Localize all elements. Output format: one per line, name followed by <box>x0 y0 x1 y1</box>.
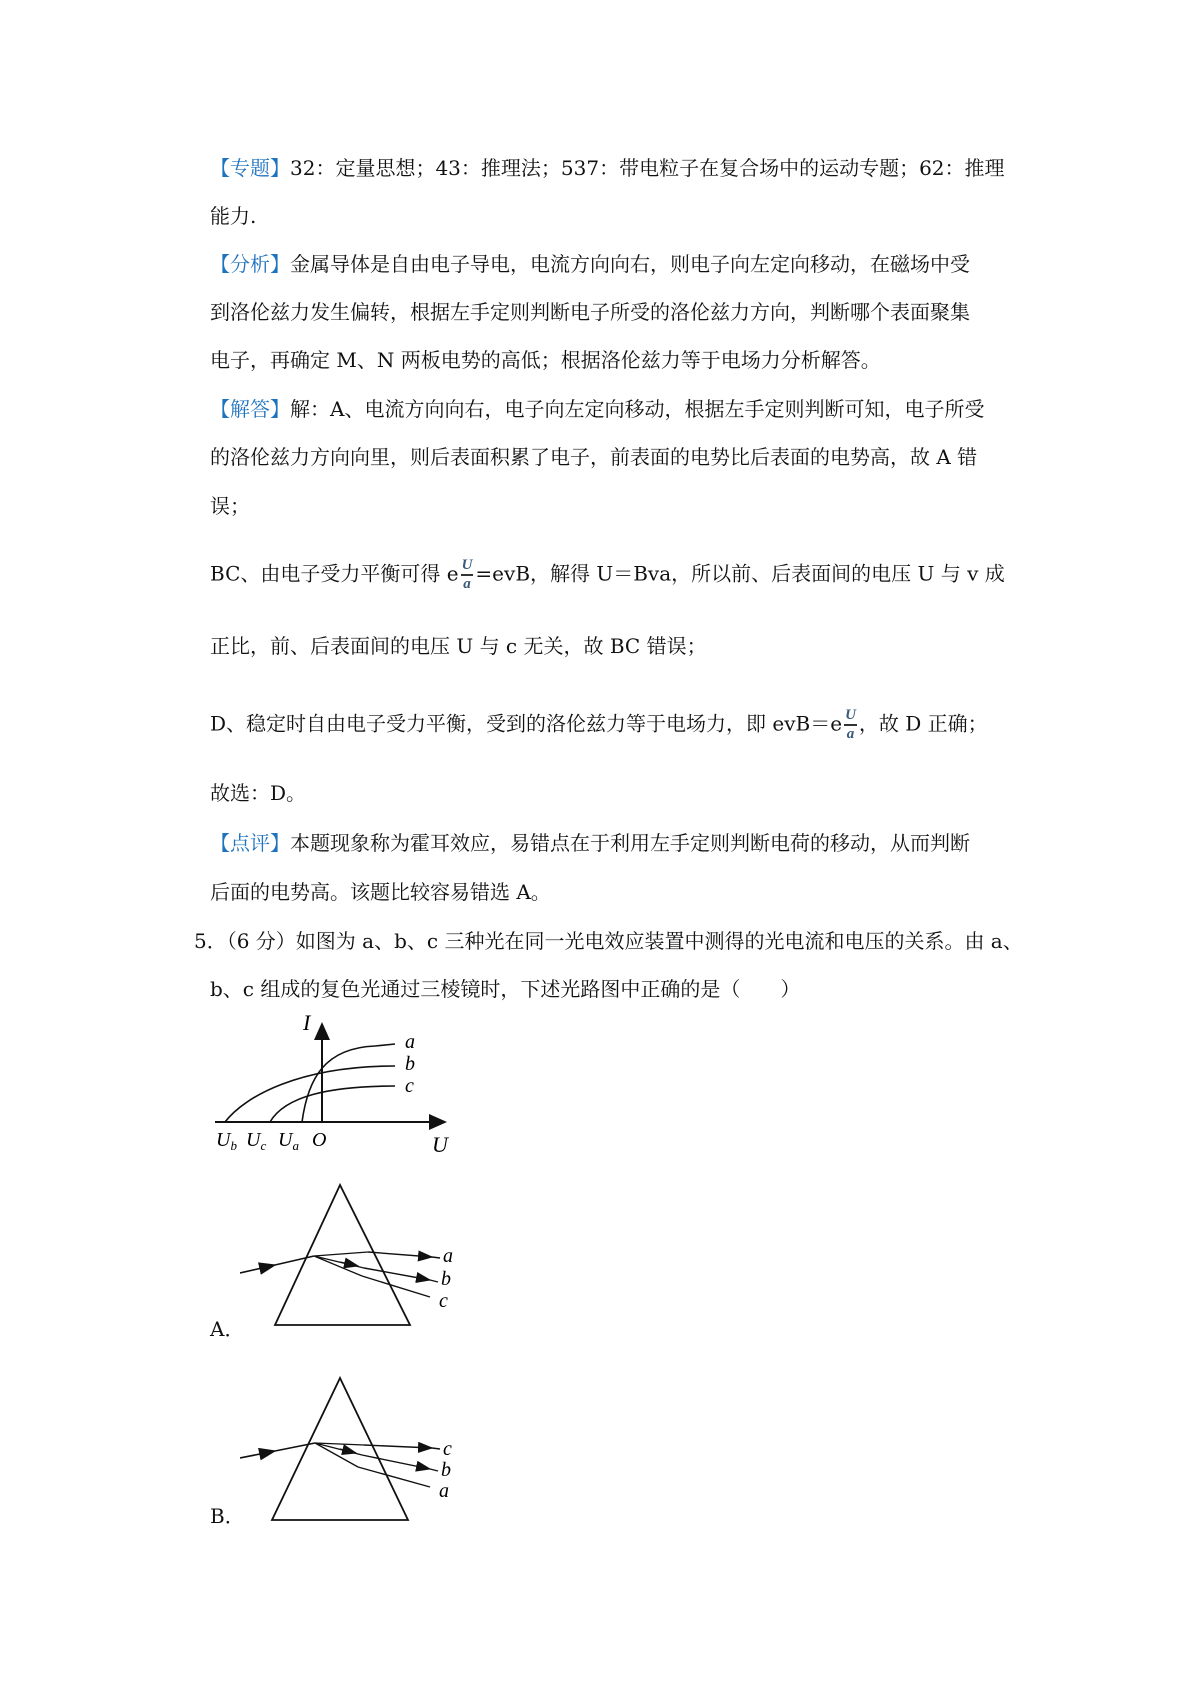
incident-ray-b-2 <box>275 1443 315 1451</box>
prism-diagram-b <box>240 1375 520 1525</box>
question5-line-2: b、c 组成的复色光通过三棱镜时，下述光路图中正确的是（ ） <box>210 977 801 1001</box>
ray-b-label-1: c <box>443 1438 452 1460</box>
dianping-text-1: 本题现象称为霍耳效应，易错点在于利用左手定则判断电荷的移动，从而判断 <box>290 831 970 855</box>
fenxi-text-3: 电子，再确定 M、N 两板电势的高低；根据洛伦兹力等于电场力分析解答。 <box>210 348 881 372</box>
origin-label: O <box>312 1129 327 1151</box>
jieda-d-post: ，故 D 正确； <box>858 711 988 736</box>
inner-arrow-b <box>340 1449 356 1453</box>
x-axis-label: U <box>432 1132 448 1157</box>
ray-b-2 <box>362 1455 430 1469</box>
dianping-text-2: 后面的电势高。该题比较容易错选 A。 <box>210 880 551 904</box>
fenxi-text-1: 金属导体是自由电子导电，电流方向向右，则电子向左定向移动，在磁场中受 <box>290 252 970 276</box>
fraction-u-over-a <box>461 558 474 592</box>
curve-b-label: b <box>405 1053 415 1075</box>
ray-b-label-3: a <box>439 1480 449 1502</box>
iu-graph <box>200 1008 460 1158</box>
ray-a-1 <box>368 1252 432 1257</box>
inner-rays-b <box>315 1443 364 1467</box>
option-b-label[interactable]: B． <box>210 1504 245 1528</box>
zhuanti-text-2: 能力. <box>210 204 257 228</box>
ray-a-label-3: c <box>439 1290 448 1312</box>
prism-diagram-a <box>240 1180 520 1330</box>
ub-main: U <box>216 1129 231 1151</box>
fraction-numerator: U <box>461 557 473 573</box>
option-a-label[interactable]: A． <box>210 1317 245 1341</box>
ray-b-3 <box>358 1467 430 1487</box>
uc-main: U <box>246 1129 261 1151</box>
incident-ray-a-2 <box>275 1256 314 1265</box>
ray-a-2-tail <box>430 1280 438 1282</box>
ua-sub: a <box>292 1138 299 1153</box>
inner-rays-a <box>314 1252 368 1276</box>
jieda-bc-line <box>210 558 1005 592</box>
curve-b <box>225 1066 395 1122</box>
curve-a-label: a <box>405 1031 415 1053</box>
ray-b-label-2: b <box>441 1459 451 1481</box>
fenxi-line-1 <box>210 252 970 276</box>
ub-sub: b <box>230 1138 237 1153</box>
fraction-numerator: U <box>845 707 856 723</box>
curve-c <box>270 1086 395 1122</box>
jieda-text-2: 的洛伦兹力方向向里，则后表面积累了电子，前表面的电势比后表面的电势高，故 A 错 <box>210 445 978 469</box>
ub-label <box>216 1129 237 1153</box>
uc-label <box>246 1129 266 1153</box>
prism-triangle <box>275 1185 410 1325</box>
fraction-denominator: a <box>463 576 471 592</box>
zhuanti-text-1: 32：定量思想；43：推理法；537：带电粒子在复合场中的运动专题；62：推理 <box>290 156 1005 180</box>
ray-a-label-1: a <box>443 1245 453 1267</box>
jieda-bc-pre: BC、由电子受力平衡可得 e <box>210 561 459 586</box>
ray-b-2-tail <box>430 1469 438 1471</box>
curve-a <box>302 1044 395 1122</box>
ua-label <box>278 1129 299 1153</box>
incident-ray-a <box>240 1265 275 1273</box>
zhuanti-line-1 <box>210 156 1005 180</box>
jieda-text-1: 解：A、电流方向向右，电子向左定向移动，根据左手定则判断可知，电子所受 <box>290 397 985 421</box>
dianping-line-1 <box>210 831 970 855</box>
uc-sub: c <box>260 1138 267 1153</box>
fraction-u-over-a-2 <box>844 708 857 742</box>
jieda-line-1 <box>210 397 984 421</box>
y-axis-label: I <box>303 1010 311 1035</box>
jieda-bc-post: =evB，解得 U＝Bva，所以前、后表面间的电压 U 与 v 成 <box>475 561 1005 586</box>
fenxi-text-2: 到洛伦兹力发生偏转，根据左手定则判断电子所受的洛伦兹力方向，判断哪个表面聚集 <box>210 300 970 324</box>
jieda-text-3: 误； <box>210 494 250 518</box>
ray-b-1-tail <box>432 1448 440 1449</box>
jieda-d-line <box>210 708 988 742</box>
jieda-answer: 故选：D。 <box>210 781 307 805</box>
jieda-tag: 【解答】 <box>210 397 290 421</box>
jieda-bc-line-2: 正比，前、后表面间的电压 U 与 c 无关，故 BC 错误； <box>210 634 707 658</box>
ray-a-3 <box>362 1276 430 1297</box>
question5-line-1: 5．（6 分）如图为 a、b、c 三种光在同一光电效应装置中测得的光电流和电压的关系。由 a、 <box>194 929 1023 953</box>
inner-arrow-a <box>340 1262 358 1266</box>
incident-ray-b <box>240 1451 275 1458</box>
zhuanti-tag: 【专题】 <box>210 156 290 180</box>
dianping-tag: 【点评】 <box>210 831 290 855</box>
curve-c-label: c <box>405 1075 414 1097</box>
ray-a-1-tail <box>432 1257 440 1258</box>
jieda-d-pre: D、稳定时自由电子受力平衡，受到的洛伦兹力等于电场力，即 evB＝e <box>210 711 843 736</box>
ua-main: U <box>278 1129 293 1151</box>
ray-a-label-2: b <box>441 1268 451 1290</box>
fraction-denominator: a <box>846 726 855 742</box>
fenxi-tag: 【分析】 <box>210 252 290 276</box>
ray-a-2 <box>364 1268 430 1280</box>
